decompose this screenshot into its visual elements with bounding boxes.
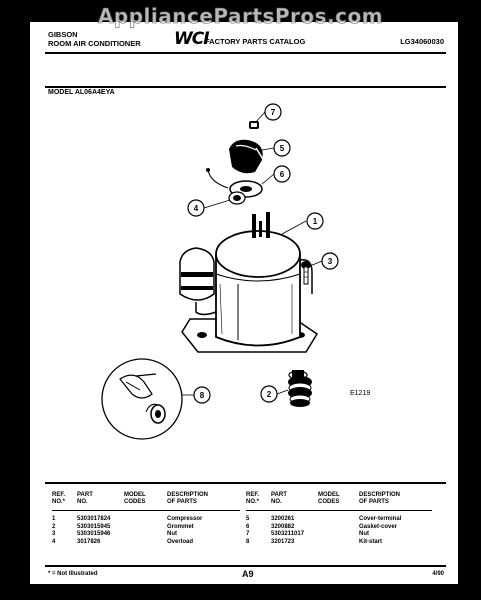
catalog-title: FACTORY PARTS CATALOG <box>205 37 306 46</box>
svg-text:2: 2 <box>266 390 272 399</box>
product-line: ROOM AIR CONDITIONER <box>48 39 141 48</box>
wci-logo: WCI <box>174 29 209 49</box>
table-row: 4 3017826 Overload <box>52 538 194 545</box>
callout-7 <box>265 104 281 120</box>
callout-6 <box>274 166 290 182</box>
svg-text:7: 7 <box>270 108 276 117</box>
mount-hole-left <box>197 332 207 338</box>
svg-text:5: 5 <box>279 144 285 153</box>
table-row: 6 3200882 Gasket-cover <box>246 523 398 530</box>
figure-code: E1219 <box>350 390 371 397</box>
table-row: 1 5303017824 Compressor <box>52 516 203 522</box>
page-number: A9 <box>242 569 254 579</box>
footer-rule <box>45 565 446 567</box>
terminal-cover <box>229 140 266 174</box>
revision-date: 4/90 <box>432 571 444 577</box>
col-part: PART NO. <box>77 492 124 511</box>
callout-8 <box>194 387 210 403</box>
svg-text:3: 3 <box>327 257 333 266</box>
table-row: 5 3200261 Cover-terminal <box>246 516 402 522</box>
table-row: 7 5303211017 Nut <box>246 531 369 537</box>
callout-5 <box>274 140 290 156</box>
table-header <box>52 492 240 511</box>
svg-text:1: 1 <box>312 217 318 226</box>
table-row: 8 3201723 Kit-start <box>246 538 383 545</box>
grommet <box>288 370 312 407</box>
table-header <box>246 492 432 511</box>
col-model: MODEL CODES <box>124 492 167 511</box>
parts-sheet <box>30 22 458 584</box>
model-number: MODEL AL06A4EYA <box>48 89 115 96</box>
brand-name: GIBSON <box>48 30 78 39</box>
catalog-code: LG34060030 <box>400 37 444 46</box>
table-row: 2 5303015945 Grommet <box>52 523 194 530</box>
svg-text:4: 4 <box>193 204 199 213</box>
col-ref: REF. NO.* <box>246 492 271 511</box>
parts-table-left <box>52 492 240 546</box>
col-part: PART NO. <box>271 492 318 511</box>
callout-2 <box>261 386 277 402</box>
watermark: AppliancePartsPros.com <box>97 4 384 28</box>
col-description: DESCRIPTION OF PARTS <box>167 492 240 511</box>
col-ref: REF. NO.* <box>52 492 77 511</box>
accumulator <box>180 248 216 315</box>
nut <box>249 121 259 129</box>
kit-start-detail <box>102 359 182 439</box>
callout-4 <box>188 200 204 216</box>
col-description: DESCRIPTION OF PARTS <box>359 492 432 511</box>
parts-table-right <box>246 492 432 546</box>
svg-text:8: 8 <box>199 391 205 400</box>
svg-text:6: 6 <box>279 170 285 179</box>
mount-nut <box>301 261 311 284</box>
col-model: MODEL CODES <box>318 492 359 511</box>
callout-3 <box>322 253 338 269</box>
compressor-body <box>216 231 300 346</box>
table-rule <box>45 482 446 484</box>
exploded-diagram <box>30 22 458 482</box>
footnote: * = Not Illustrated <box>48 571 98 577</box>
terminal-pins <box>252 212 270 238</box>
table-row: 3 5303015946 Nut <box>52 531 177 537</box>
callout-1 <box>307 213 323 229</box>
